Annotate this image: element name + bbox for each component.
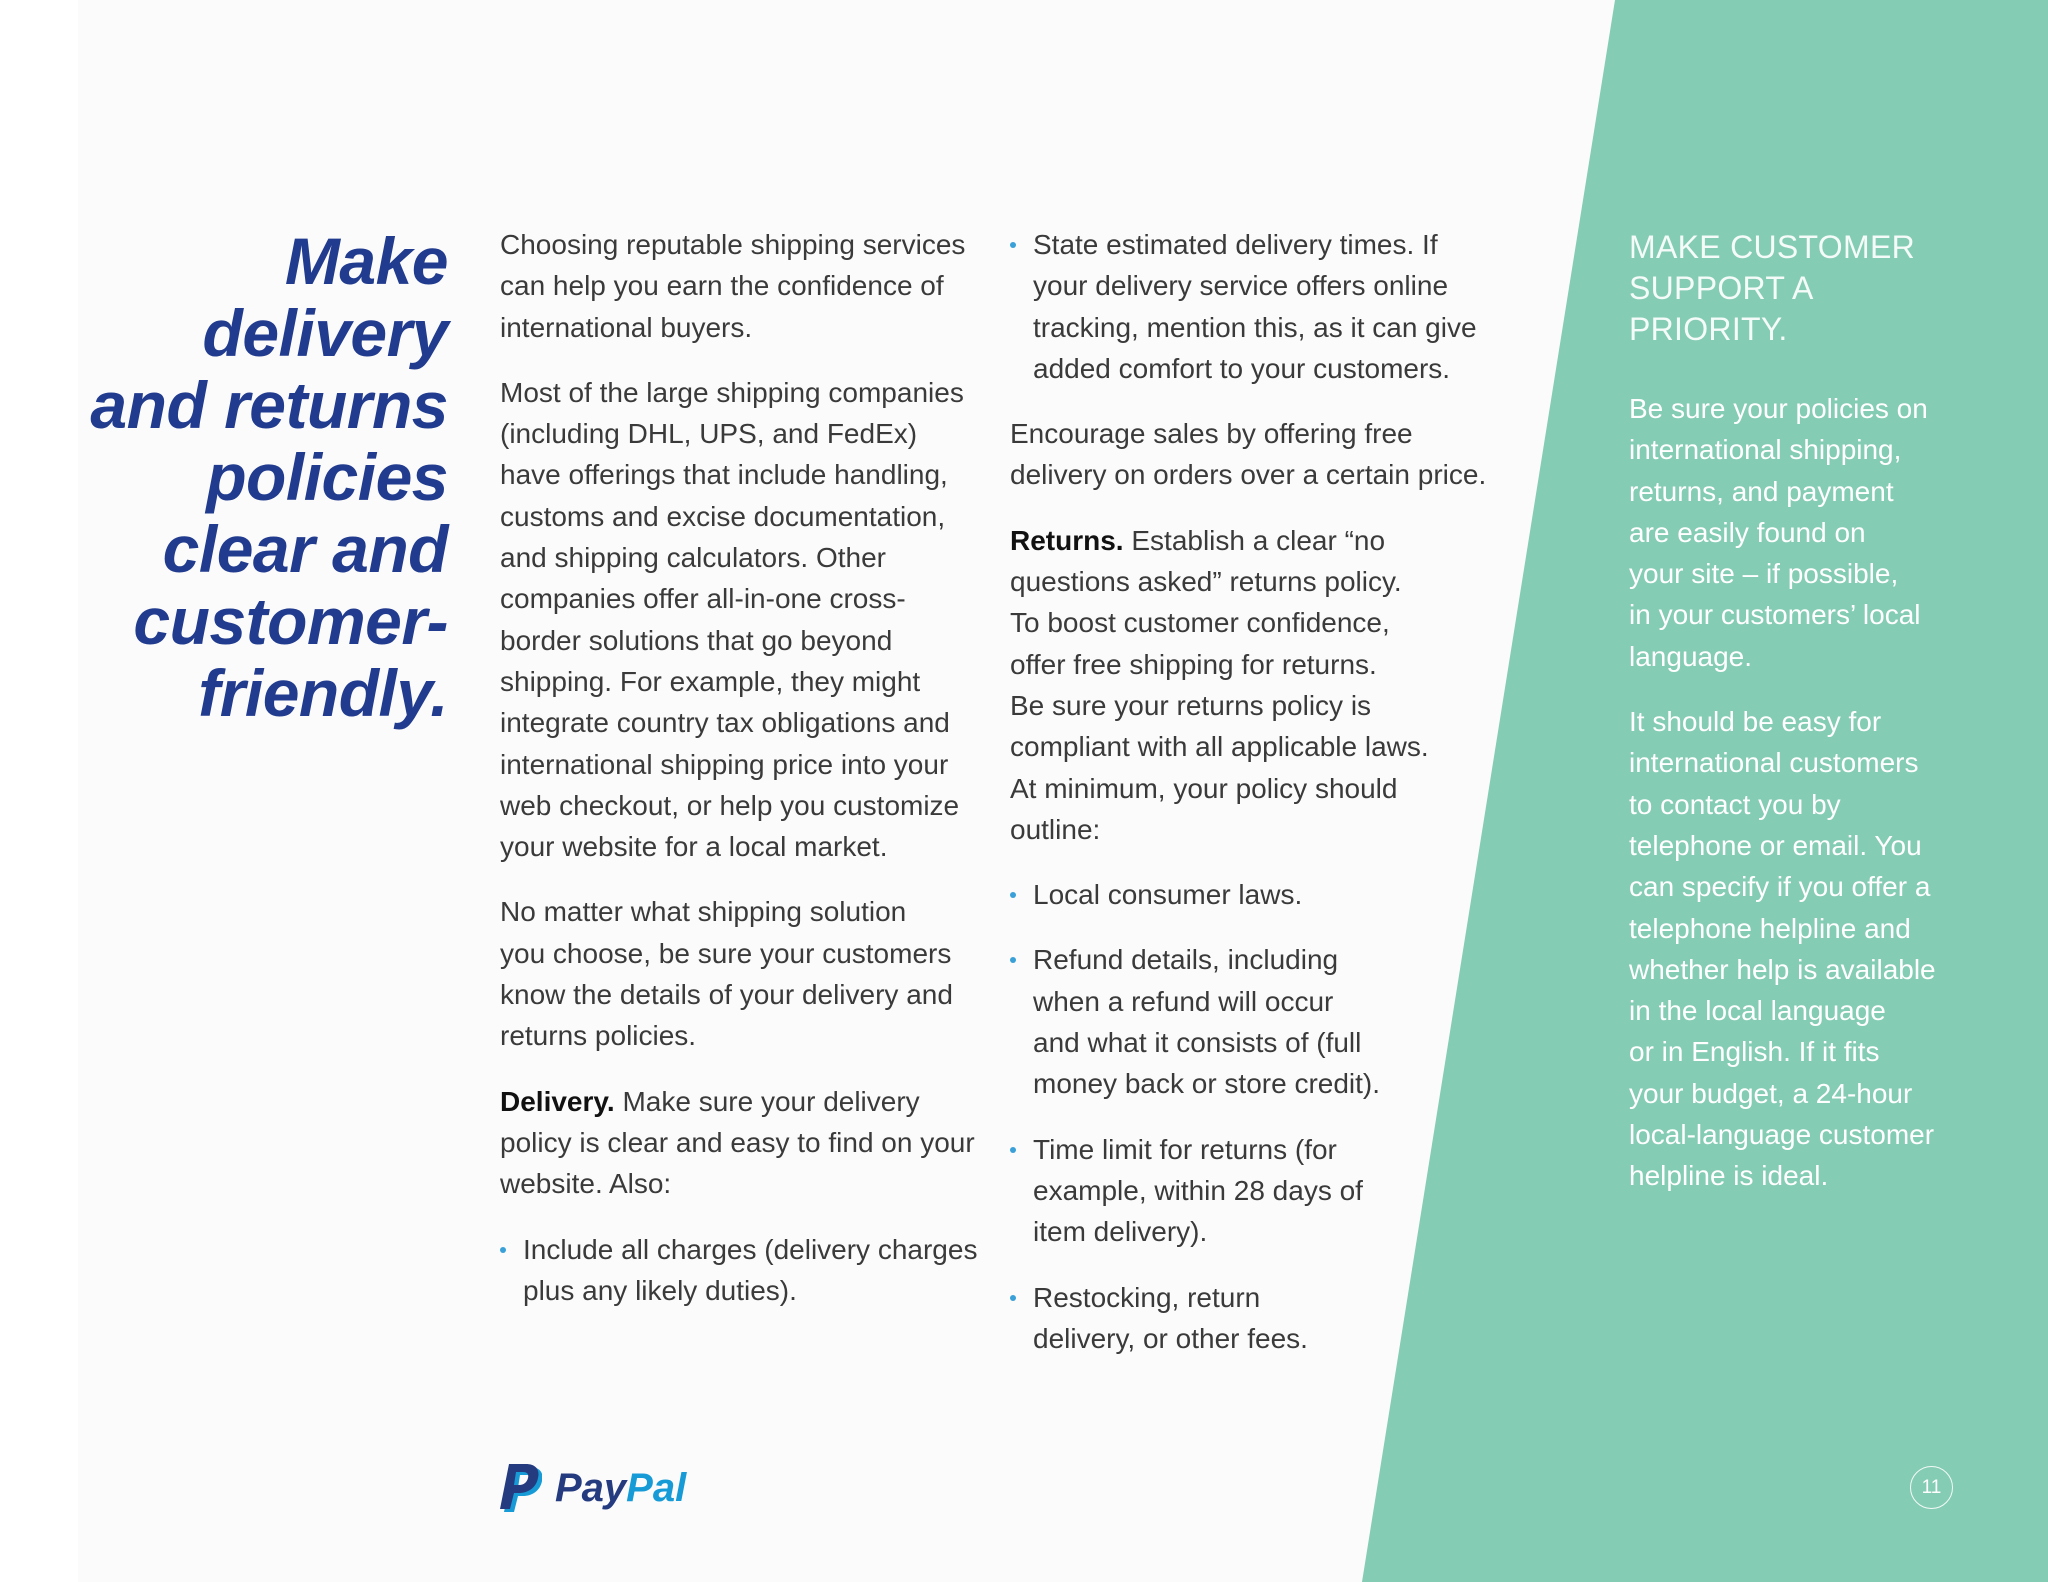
returns-text: Establish a clear “no questions asked” returns policy. To boost customer confidence, offer free shipping for returns. Be sure your returns policy is compliant with all applicable laws. At minimum, your policy should outline: [1010, 524, 1429, 845]
paypal-monogram-dark [500, 1464, 539, 1509]
right-column [1010, 224, 1530, 1359]
paypal-wordmark [555, 1464, 686, 1512]
wordmark-pay: Pay [555, 1466, 627, 1510]
customer-support-sidebar [1629, 227, 2029, 1221]
intro-paragraph: Choosing reputable shipping services can help you earn the confidence of international buyers. [500, 229, 966, 343]
sidebar-policies-paragraph: Be sure your policies on international shipping, returns, and payment are easily found on your site – if possible, in your customers’ local language. [1629, 393, 1928, 672]
list-item [1010, 939, 1530, 1104]
bullet-dot-icon [1010, 242, 1016, 248]
list-item-text: Time limit for returns (for example, within 28 days of item delivery). [1033, 1133, 1363, 1248]
list-item-text: Restocking, return delivery, or other fees. [1033, 1281, 1308, 1354]
wordmark-pal: Pal [626, 1466, 687, 1510]
left-column [500, 224, 1000, 1311]
bullet-dot-icon [1010, 1295, 1016, 1301]
sidebar-contact-paragraph: It should be easy for international customers to contact you by telephone or email. You can specify if you offer a telephone helpline and whether help is available in the local language or in English. If it fits your budget, a 24-hour local-language customer helpline is ideal. [1629, 706, 1936, 1192]
free-delivery-paragraph: Encourage sales by offering free delivery on orders over a certain price. [1010, 418, 1487, 491]
list-item [500, 1229, 1000, 1312]
list-item-text: State estimated delivery times. If your delivery service offers online tracking, mention this, as it can give added comfort to your customers. [1033, 229, 1477, 384]
bullet-dot-icon [1010, 1147, 1016, 1153]
delivery-text: Make sure your delivery policy is clear and easy to find on your website. Also: [500, 1085, 975, 1200]
delivery-label: Delivery. [500, 1085, 615, 1117]
list-item-text: Local consumer laws. [1033, 879, 1303, 911]
shipping-companies-paragraph: Most of the large shipping companies (including DHL, UPS, and FedEx) have offerings that include handling, customs and excise documentation, and shipping calculators. Other companies offer all-in-one cross- border solutions that go beyond shipping. For example, they might integrate country tax obligations and international shipping price into your web checkout, or help you customize your website for a local market. [500, 376, 964, 863]
page-number: 11 [1910, 1466, 1953, 1509]
list-item [1010, 874, 1530, 915]
returns-paragraph [1010, 520, 1530, 850]
page-heading: Make delivery and returns policies clear and customer- friendly. [90, 224, 448, 730]
list-item-text: Refund details, including when a refund will occur and what it consists of (full money back or store credit). [1033, 944, 1381, 1100]
delivery-paragraph [500, 1081, 1000, 1205]
list-item [1010, 1277, 1530, 1360]
bullet-dot-icon [1010, 957, 1016, 963]
bullet-dot-icon [1010, 892, 1016, 898]
paypal-monogram-icon [500, 1464, 542, 1512]
list-item [1010, 1129, 1530, 1253]
sidebar-title: MAKE CUSTOMER SUPPORT A PRIORITY. [1629, 229, 1916, 347]
list-item-text: Include all charges (delivery charges plus any likely duties). [523, 1233, 978, 1306]
shipping-solution-paragraph: No matter what shipping solution you choose, be sure your customers know the details of your delivery and returns policies. [500, 896, 953, 1052]
bullet-dot-icon [500, 1247, 506, 1253]
returns-label: Returns. [1010, 524, 1124, 556]
paypal-logo [500, 1462, 686, 1514]
list-item [1010, 224, 1530, 389]
